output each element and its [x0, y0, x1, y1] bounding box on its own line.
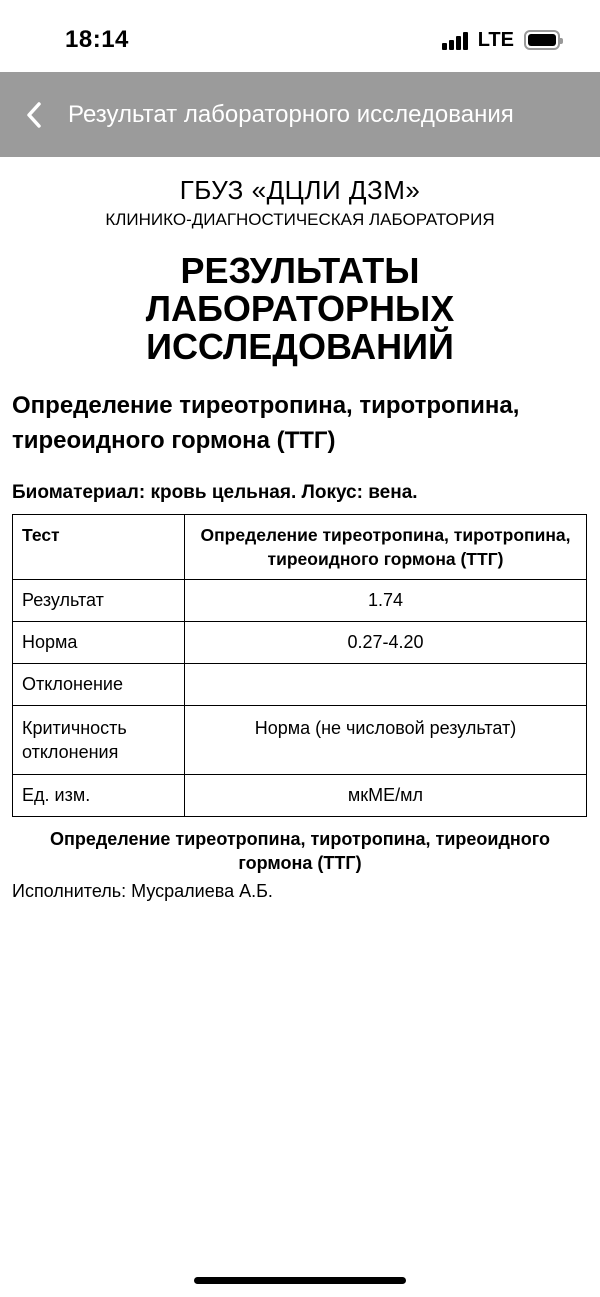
test-title: Определение тиреотропина, тиротропина, тиреоидного гормона (ТТГ) [12, 392, 520, 454]
row-label: Критичность отклонения [13, 706, 185, 775]
back-button[interactable] [0, 72, 68, 157]
table-row [13, 622, 587, 664]
table-header-row [13, 515, 587, 580]
table-row [13, 664, 587, 706]
battery-icon [524, 30, 560, 50]
row-value [185, 664, 587, 706]
results-table [12, 514, 587, 817]
biomaterial-info: Биоматериал: кровь цельная. Локус: вена. [12, 482, 418, 503]
row-label: Результат [13, 580, 185, 622]
executor-info: Исполнитель: Мусралиева А.Б. [12, 881, 273, 901]
lab-result-document [12, 157, 588, 902]
status-indicators [442, 28, 560, 52]
signal-icon [442, 30, 470, 50]
table-row [13, 775, 587, 817]
table-row [13, 706, 587, 775]
table-row [13, 580, 587, 622]
row-label: Отклонение [13, 664, 185, 706]
row-label: Ед. изм. [13, 775, 185, 817]
table-header-label: Тест [13, 515, 185, 580]
row-value: 0.27-4.20 [185, 622, 587, 664]
document-title: РЕЗУЛЬТАТЫ ЛАБОРАТОРНЫХ ИССЛЕДОВАНИЙ [145, 250, 455, 367]
chevron-left-icon [24, 101, 44, 129]
org-subtitle: КЛИНИКО-ДИАГНОСТИЧЕСКАЯ ЛАБОРАТОРИЯ [105, 210, 495, 229]
network-type: LTE [477, 28, 514, 51]
status-bar [0, 0, 600, 72]
status-time: 18:14 [65, 26, 129, 53]
row-value: Норма (не числовой результат) [185, 706, 587, 775]
page-title: Результат лабораторного исследования [68, 100, 514, 128]
row-value: 1.74 [185, 580, 587, 622]
footer-test-title: Определение тиреотропина, тиротропина, тиреоидного гормона (ТТГ) [49, 829, 551, 873]
table-header-value: Определение тиреотропина, тиротропина, тиреоидного гормона (ТТГ) [185, 515, 587, 580]
org-name: ГБУЗ «ДЦЛИ ДЗМ» [179, 175, 421, 205]
nav-header [0, 72, 600, 157]
home-indicator[interactable] [194, 1277, 406, 1284]
row-label: Норма [13, 622, 185, 664]
row-value: мкМЕ/мл [185, 775, 587, 817]
